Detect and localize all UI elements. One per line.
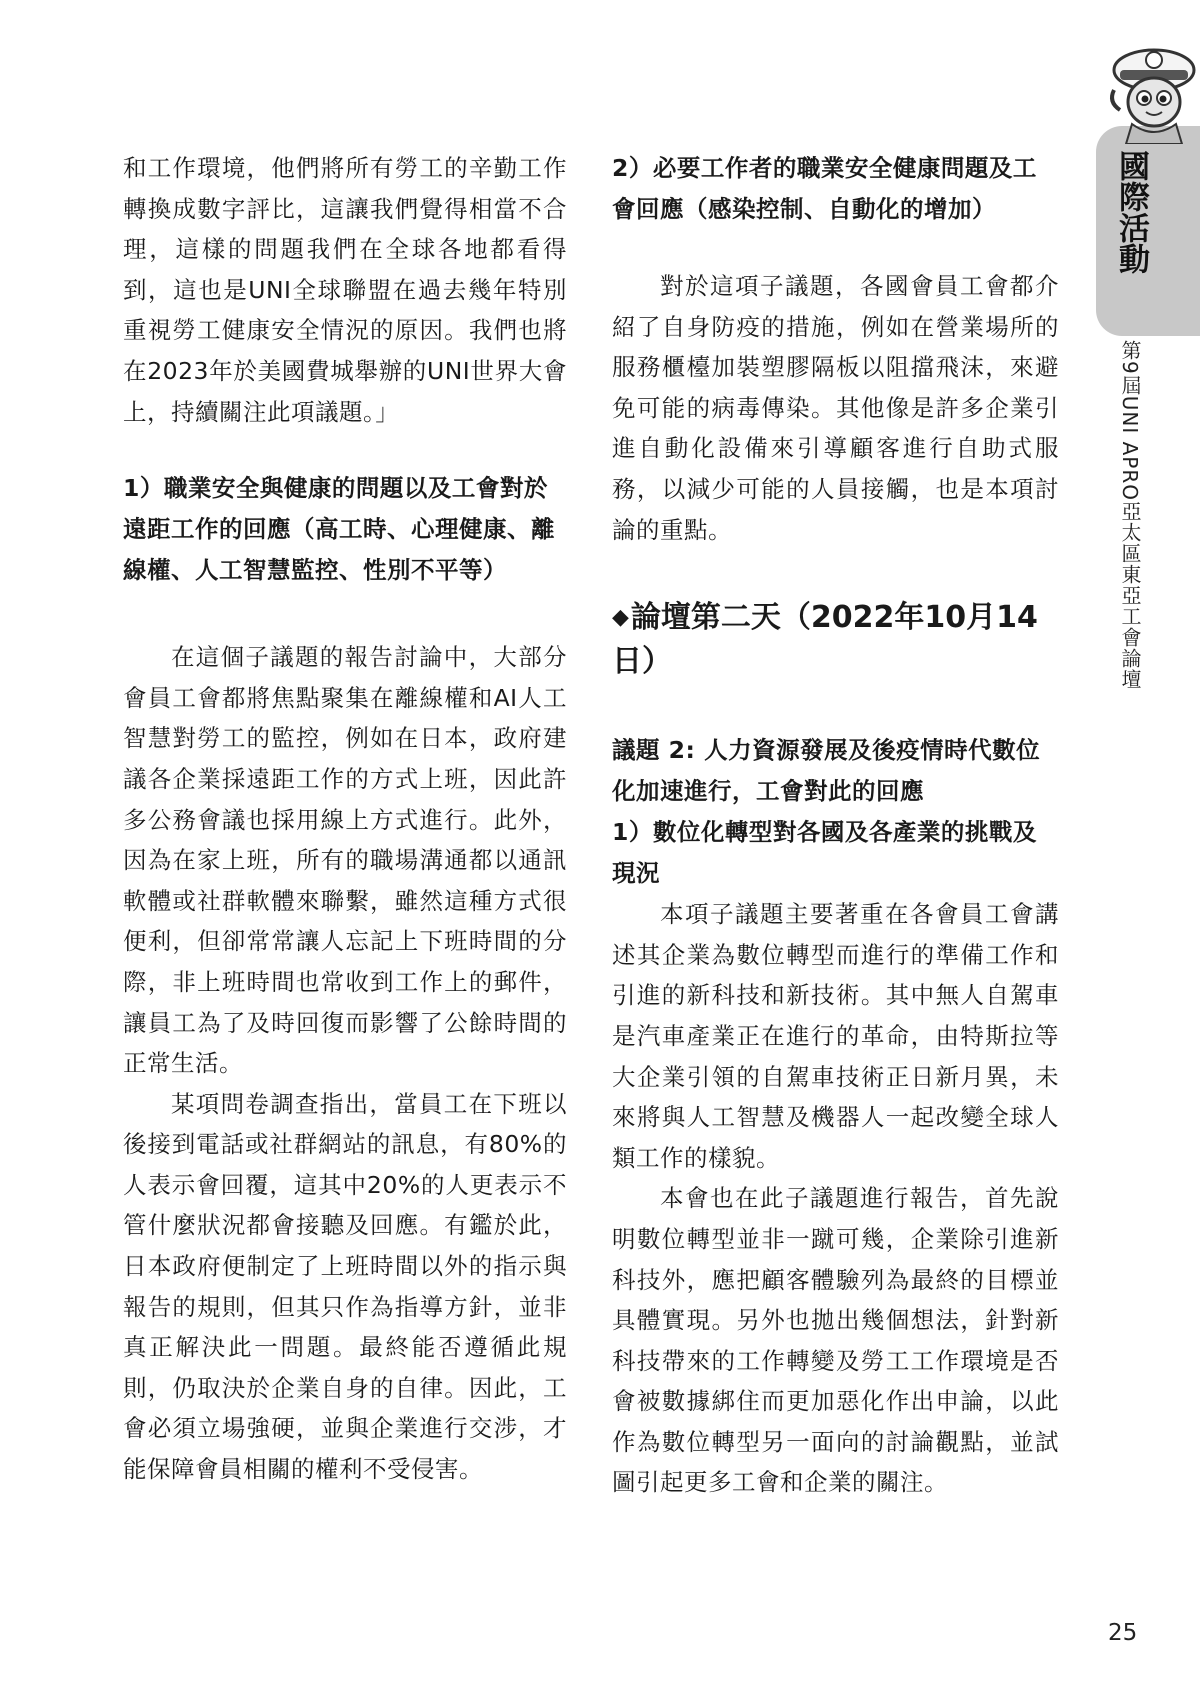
subtopic-heading-1: 1）職業安全與健康的問題以及工會對於遠距工作的回應（高工時、心理健康、離線權、人工智慧監控、性別不平等） xyxy=(123,474,555,585)
paragraph-1: 和工作環境，他們將所有勞工的辛勤工作轉換成數字評比，這讓我們覺得相當不合理，這樣的問題我們在全球各地都看得到，這也是UNI全球聯盟在過去幾年特別重視勞工健康安全情況的原因。我們也將在2023年於美國費城舉辦的UNI世界大會上，持續關注此項議題。」 xyxy=(123,154,567,426)
forum-day-heading xyxy=(612,596,1059,684)
mascot-icon xyxy=(1102,40,1200,144)
paragraph-4: 對於這項子議題，各國會員工會都介紹了自身防疫的措施，例如在營業場所的服務櫃檯加裝塑膠隔板以阻擋飛沫，來避免可能的病毒傳染。其他像是許多企業引進自動化設備來引導顧客進行自助式服務，以減少可能的人員接觸，也是本項討論的重點。 xyxy=(612,272,1059,544)
section-subtitle: 第9屆UNI APRO亞太區東亞工會論壇 xyxy=(1118,340,1142,690)
page-number: 25 xyxy=(1108,1620,1138,1646)
paragraph-3: 某項問卷調查指出，當員工在下班以後接到電話或社群網站的訊息，有80%的人表示會回覆，這其中20%的人更表示不管什麼狀況都會接聽及回應。有鑑於此，日本政府便制定了上班時間以外的指示與報告的規則，但其只作為指導方針，並非真正解決此一問題。最終能否遵循此規則，仍取決於企業自身的自律。因此，工會必須立場強硬，並與企業進行交涉，才能保障會員相關的權利不受侵害。 xyxy=(123,1089,567,1484)
right-column xyxy=(612,148,1059,1503)
paragraph-6: 本會也在此子議題進行報告，首先說明數位轉型並非一蹴可幾，企業除引進新科技外，應把顧客體驗列為最終的目標並具體實現。另外也拋出幾個想法，針對新科技帶來的工作轉變及勞工工作環境是否會被數據綁住而更加惡化作出申論，以此作為數位轉型另一面向的討論觀點，並試圖引起更多工會和企業的關注。 xyxy=(612,1184,1059,1497)
paragraph-5: 本項子議題主要著重在各會員工會講述其企業為數位轉型而進行的準備工作和引進的新科技和新技術。其中無人自駕車是汽車產業正在進行的革命，由特斯拉等大企業引領的自駕車技術正日新月異，未來將與人工智慧及機器人一起改變全球人類工作的樣貌。 xyxy=(612,900,1059,1172)
topic-2-heading: 議題 2: 人力資源發展及後疫情時代數位化加速進行，工會對此的回應 xyxy=(612,736,1041,806)
forum-day-title: 論壇第二天（2022年10月14日） xyxy=(612,600,1038,680)
section-title: 國際活動 xyxy=(1113,150,1149,274)
diamond-icon: ◆ xyxy=(612,605,629,631)
left-column xyxy=(123,148,567,1490)
subtopic-heading-2: 2）必要工作者的職業安全健康問題及工會回應（感染控制、自動化的增加） xyxy=(612,154,1037,223)
paragraph-2: 在這個子議題的報告討論中，大部分會員工會都將焦點聚集在離線權和AI人工智慧對勞工的監控，例如在日本，政府建議各企業採遠距工作的方式上班，因此許多公務會議也採用線上方式進行。此外，因為在家上班，所有的職場溝通都以通訊軟體或社群軟體來聯繫，雖然這種方式很便利，但卻常常讓人忘記上下班時間的分際，非上班時間也常收到工作上的郵件，讓員工為了及時回復而影響了公餘時間的正常生活。 xyxy=(123,643,567,1078)
topic-2-subtopic-1: 1）數位化轉型對各國及各產業的挑戰及現況 xyxy=(612,818,1037,888)
